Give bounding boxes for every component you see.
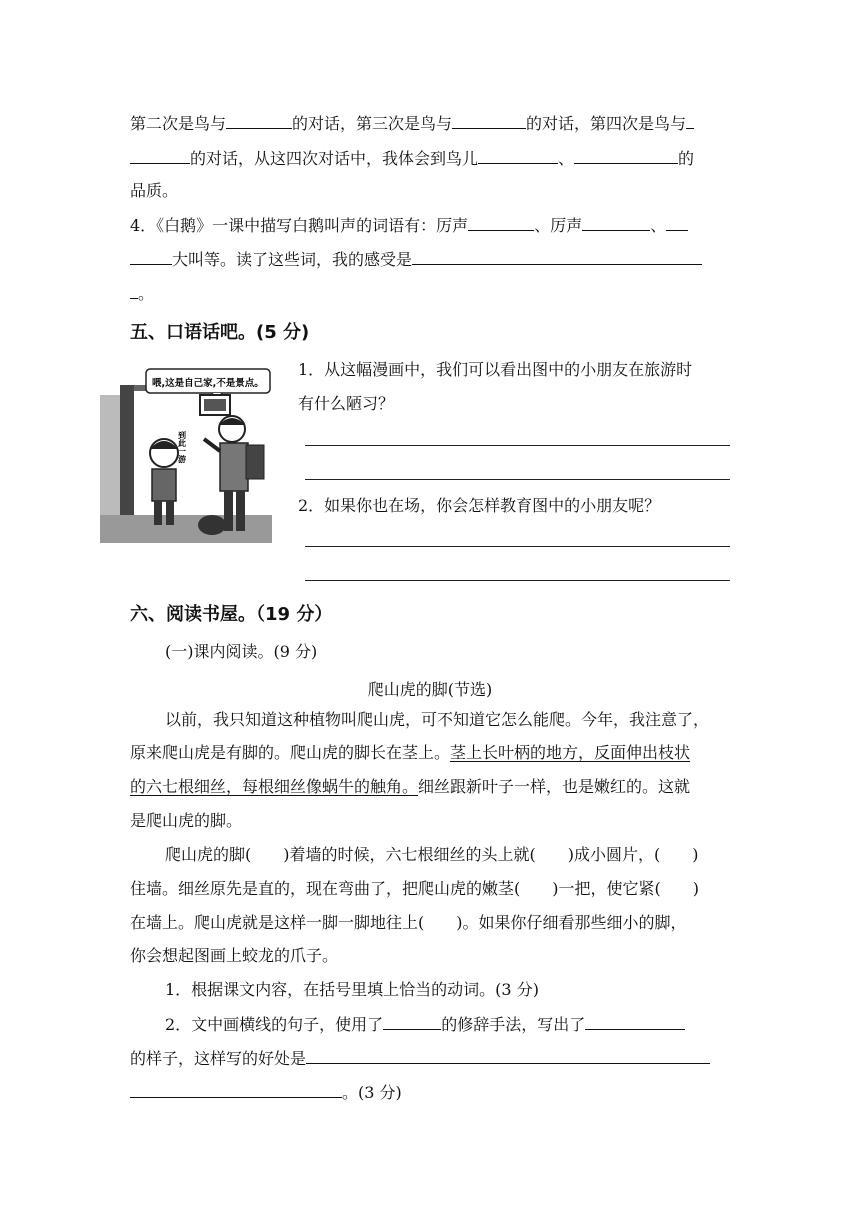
blank[interactable] [468, 215, 534, 231]
q2-text-d: 。(3 分) [342, 1083, 402, 1102]
section-6-heading: 六、阅读书屋。（19 分） [130, 604, 333, 625]
s6-q2-line-3 [130, 1082, 402, 1103]
underlined-sentence: 茎上长叶柄的地方，反面伸出枝状 [450, 743, 691, 762]
q4-line-1 [130, 215, 688, 236]
answer-line[interactable] [305, 479, 730, 480]
passage-p2-line-4: 你会想起图画上蛟龙的爪子。 [130, 946, 339, 965]
s5-q2-line: 2．如果你也在场，你会怎样教育图中的小朋友呢？ [298, 496, 661, 515]
q4-text-1b: 、厉声 [534, 216, 583, 235]
passage-title: 爬山虎的脚(节选) [367, 680, 493, 699]
q4-text-3: 。 [138, 284, 155, 303]
s6-q2-line-2 [130, 1048, 710, 1069]
q3-line-1 [130, 113, 694, 134]
q4-text-2a: 大叫等。读了这些词，我的感受是 [172, 250, 413, 269]
q3-text-2a: 的对话，从这四次对话中，我体会到鸟儿 [190, 149, 479, 168]
section-5-heading: 五、口语话吧。(5 分) [130, 322, 310, 343]
s5-q1-line-1: 1．从这幅漫画中，我们可以看出图中的小朋友在旅游时 [298, 360, 693, 379]
passage-p2-line-3: 在墙上。爬山虎就是这样一脚一脚地往上( )。如果你仔细看那些细小的脚， [130, 913, 687, 932]
passage-p2-line-1: 爬山虎的脚( )着墙的时候，六七根细丝的头上就( )成小圆片，( ) [165, 845, 699, 864]
blank[interactable] [130, 1082, 342, 1098]
q3-text-1b: 的对话，第三次是鸟与 [292, 114, 453, 133]
s5-q1-line-2: 有什么陋习？ [298, 394, 395, 413]
s6-subheading: (一)课内阅读。(9 分) [165, 642, 318, 661]
blank[interactable] [686, 113, 694, 129]
q3-text-1a: 第二次是鸟与 [130, 114, 227, 133]
q2-text-c: 的样子，这样写的好处是 [130, 1049, 307, 1068]
blank[interactable] [130, 148, 190, 164]
cartoon-sign-text: 到此一游 [177, 431, 187, 463]
passage-p1-line-3 [130, 777, 690, 797]
blank[interactable] [383, 1014, 441, 1030]
q3-text-1c: 的对话，第四次是鸟与 [526, 114, 687, 133]
s6-q2-line-1 [165, 1014, 685, 1035]
q2-text-b: 的修辞手法，写出了 [441, 1015, 586, 1034]
blank[interactable] [666, 215, 688, 231]
cartoon-image [100, 365, 272, 543]
blank[interactable] [130, 249, 172, 265]
p1-text-plain: 原来爬山虎是有脚的。爬山虎的脚长在茎上。 [130, 743, 451, 762]
q3-text-2c: 的 [678, 149, 695, 168]
cartoon-bubble-text: 喂,这是自己家,不是景点。 [152, 378, 264, 389]
cartoon-illustration [100, 365, 272, 543]
blank[interactable] [306, 1048, 710, 1064]
answer-line[interactable] [305, 546, 730, 547]
blank[interactable] [582, 215, 650, 231]
blank[interactable] [130, 283, 138, 299]
underlined-sentence: 的六七根细丝，每根细丝像蜗牛的触角。 [130, 777, 419, 796]
passage-p2-line-2: 住墙。细丝原先是直的，现在弯曲了，把爬山虎的嫩茎( )一把，使它紧( ) [130, 879, 699, 898]
passage-p1-line-1: 以前，我只知道这种植物叫爬山虎，可不知道它怎么能爬。今年，我注意了， [165, 710, 710, 729]
blank[interactable] [585, 1014, 685, 1030]
answer-line[interactable] [305, 580, 730, 581]
q4-line-2 [130, 249, 702, 270]
q3-line-2 [130, 148, 694, 169]
s6-q1: 1．根据课文内容，在括号里填上恰当的动词。(3 分) [165, 980, 539, 999]
blank[interactable] [574, 148, 678, 164]
q4-text-1a: 4．《白鹅》一课中描写白鹅叫声的词语有：厉声 [130, 216, 469, 235]
blank[interactable] [452, 113, 526, 129]
passage-p1-line-4: 是爬山虎的脚。 [130, 811, 243, 830]
answer-line[interactable] [305, 445, 730, 446]
q4-line-3 [130, 283, 154, 304]
q3-line-3: 品质。 [130, 181, 179, 200]
passage-p1-line-2 [130, 743, 690, 763]
q4-text-1c: 、 [650, 216, 667, 235]
q2-text-a: 2．文中画横线的句子，使用了 [165, 1015, 384, 1034]
q3-text-2b: 、 [558, 149, 575, 168]
blank[interactable] [478, 148, 558, 164]
p1-text-plain: 细丝跟新叶子一样，也是嫩红的。这就 [418, 777, 691, 796]
blank[interactable] [226, 113, 292, 129]
blank[interactable] [412, 249, 702, 265]
